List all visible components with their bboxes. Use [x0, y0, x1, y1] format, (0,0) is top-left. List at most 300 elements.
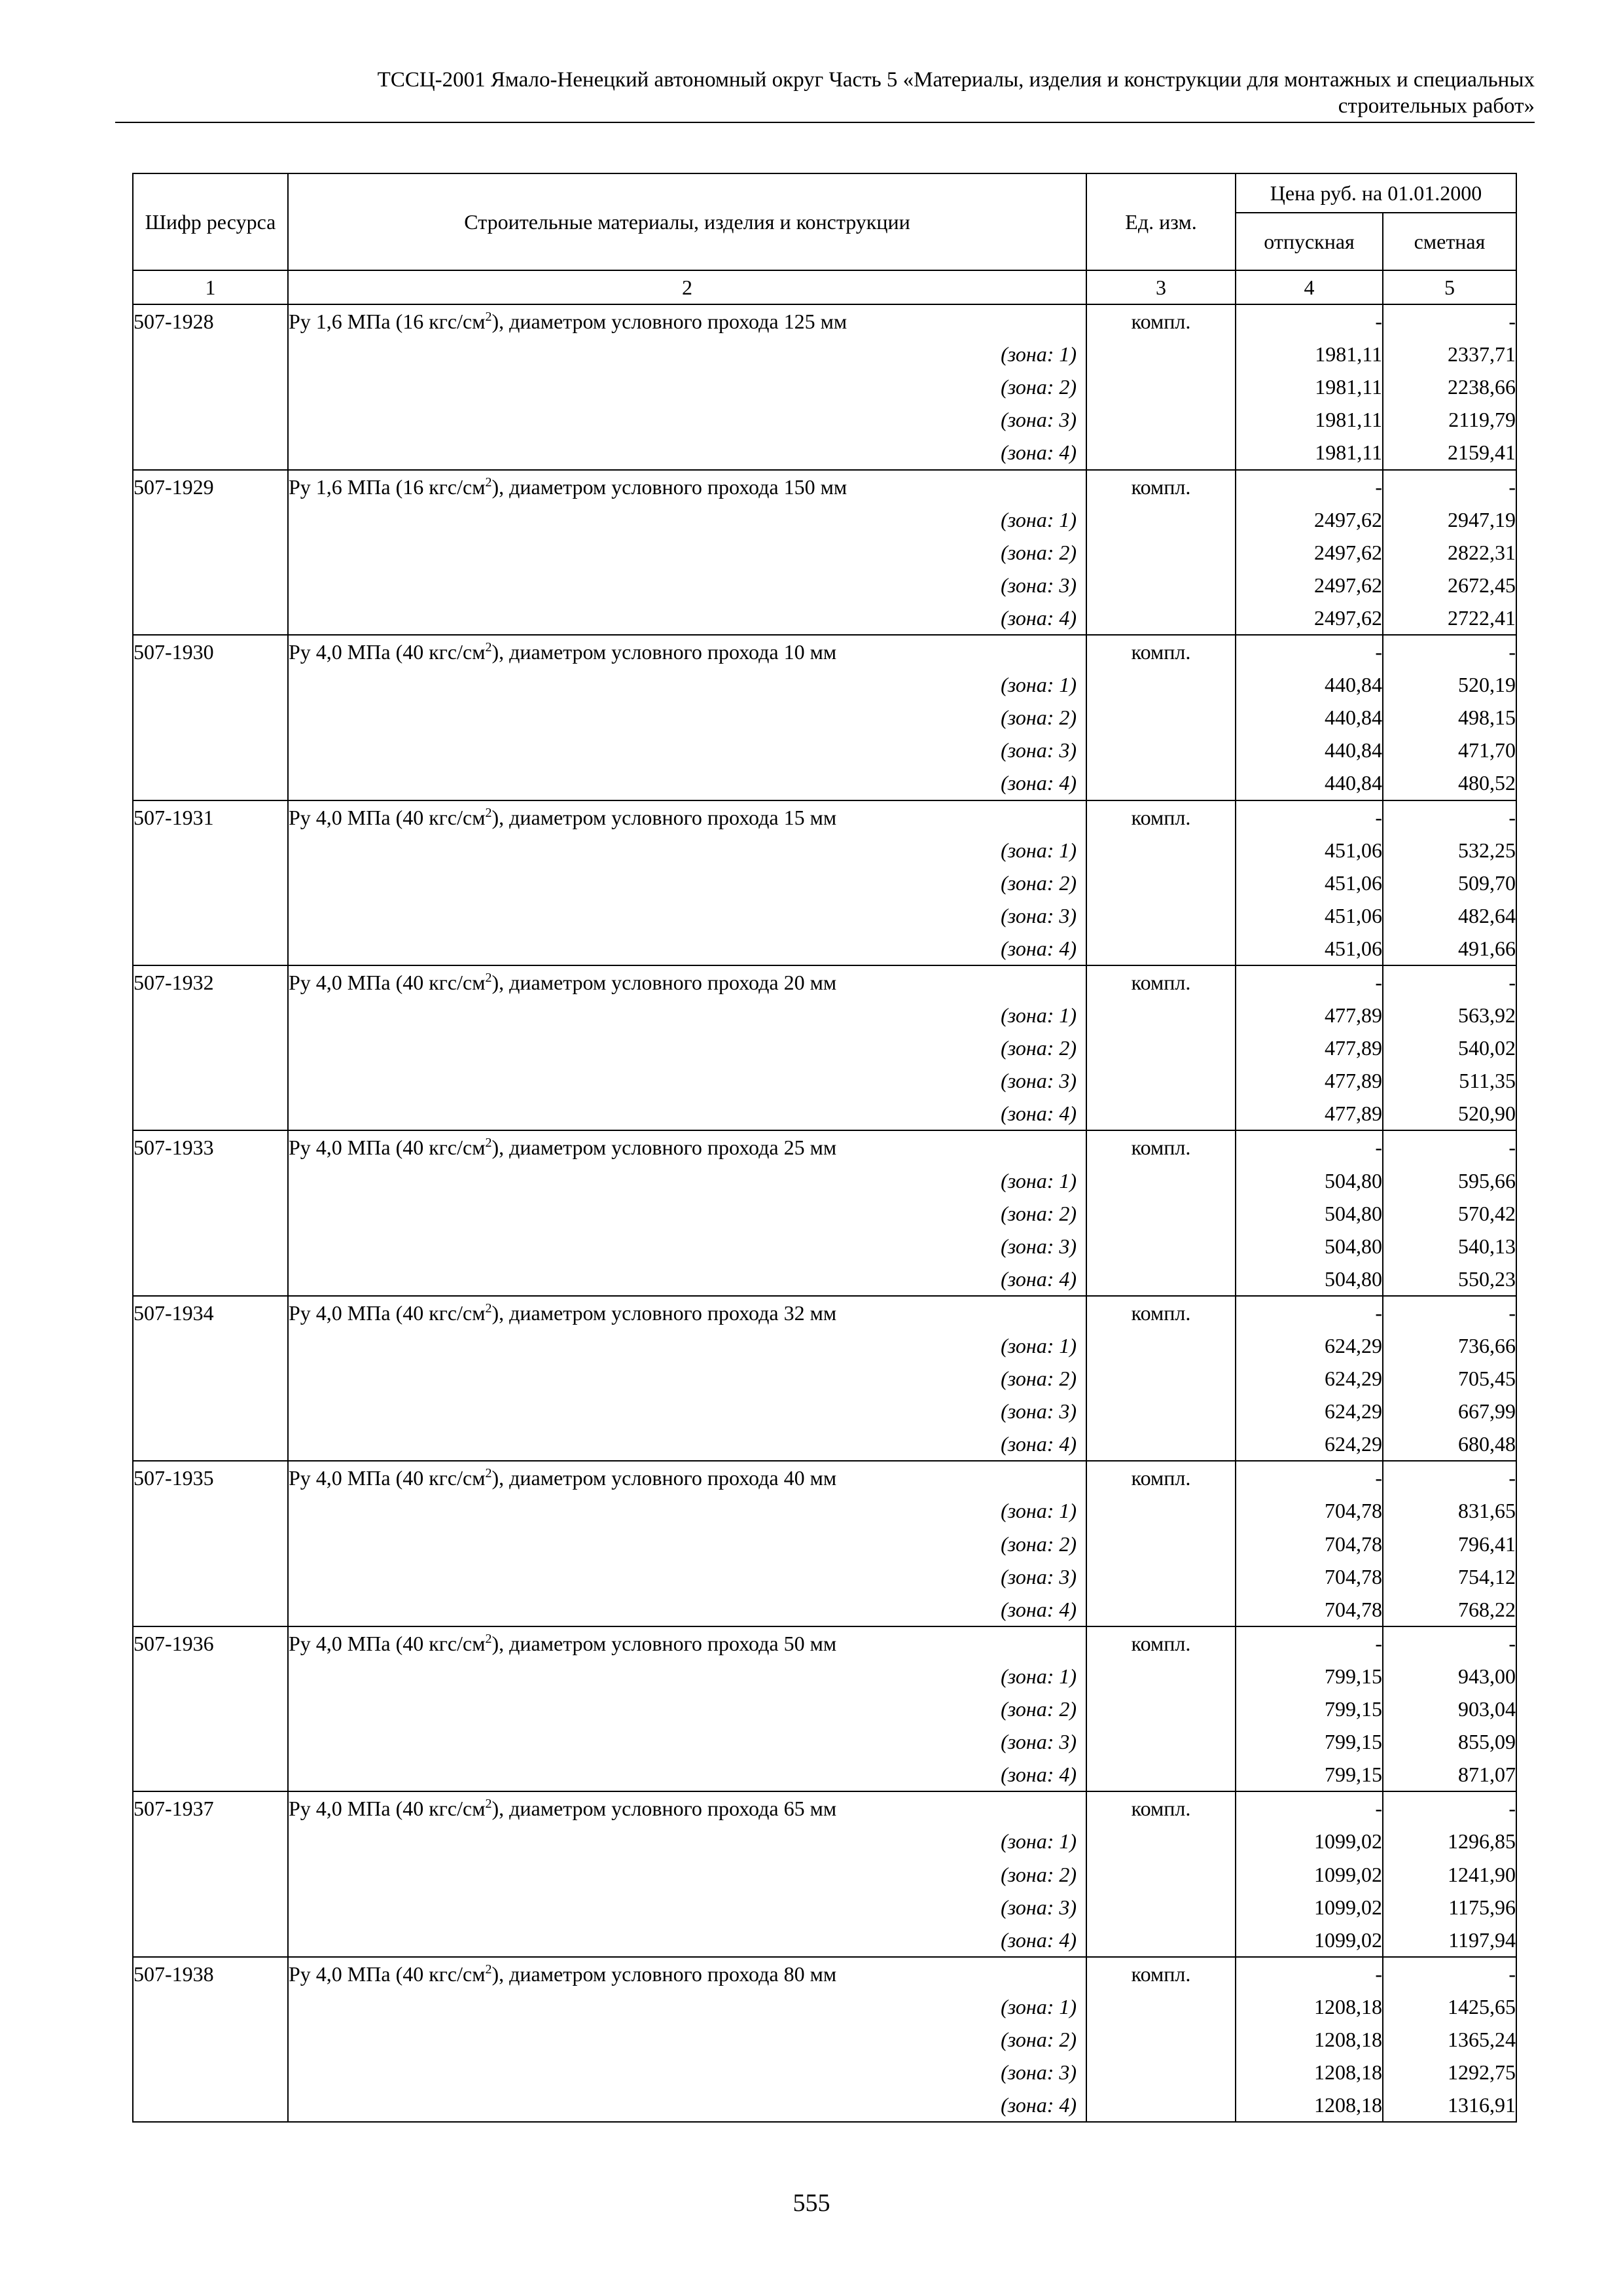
release-price: - [1236, 470, 1383, 503]
unit-of-measure: компл. [1086, 1461, 1236, 1494]
zone-label: (зона: 1) [288, 834, 1086, 867]
estimate-price: - [1383, 1296, 1516, 1329]
zone-label: (зона: 2) [288, 867, 1086, 899]
estimate-price: 2119,79 [1383, 403, 1516, 436]
header-name: Строительные материалы, изделия и конструкции [288, 173, 1086, 270]
release-price: - [1236, 304, 1383, 338]
zone-row [133, 999, 1516, 1031]
superscript: 2 [485, 1466, 492, 1481]
empty-cell [1086, 1197, 1236, 1230]
release-price: 1099,02 [1236, 1924, 1383, 1957]
estimate-price: 2238,66 [1383, 370, 1516, 403]
zone-row [133, 1990, 1516, 2023]
release-price: - [1236, 1957, 1383, 1990]
zone-label: (зона: 3) [288, 1891, 1086, 1924]
estimate-price: 855,09 [1383, 1725, 1516, 1758]
material-name-text: Ру 4,0 МПа (40 кгс/см [289, 640, 486, 664]
empty-cell [133, 1064, 288, 1097]
release-price: - [1236, 965, 1383, 999]
resource-code: 507-1936 [133, 1626, 288, 1660]
material-name-text: Ру 4,0 МПа (40 кгс/см [289, 1136, 486, 1160]
empty-cell [1086, 338, 1236, 370]
empty-cell [133, 668, 288, 701]
superscript: 2 [485, 1631, 492, 1646]
estimate-price: 736,66 [1383, 1329, 1516, 1362]
unit-of-measure: компл. [1086, 1626, 1236, 1660]
resource-code: 507-1935 [133, 1461, 288, 1494]
material-name-text: Ру 4,0 МПа (40 кгс/см [289, 805, 486, 829]
release-price: 624,29 [1236, 1427, 1383, 1461]
empty-cell [133, 1560, 288, 1593]
zone-label: (зона: 4) [288, 1427, 1086, 1461]
zone-row [133, 1097, 1516, 1130]
table-row [133, 1461, 1516, 1494]
empty-cell [1086, 1858, 1236, 1891]
empty-cell [133, 1427, 288, 1461]
material-name-text: Ру 4,0 МПа (40 кгс/см [289, 1797, 486, 1821]
column-number: 4 [1236, 270, 1383, 304]
estimate-price: 2672,45 [1383, 569, 1516, 601]
material-name-text: ), диаметром условного прохода 65 мм [491, 1797, 837, 1821]
release-price: 1981,11 [1236, 338, 1383, 370]
superscript: 2 [485, 1962, 492, 1977]
empty-cell [133, 503, 288, 536]
empty-cell [133, 1230, 288, 1263]
unit-of-measure: компл. [1086, 965, 1236, 999]
empty-cell [1086, 834, 1236, 867]
zone-label: (зона: 2) [288, 370, 1086, 403]
zone-row [133, 1725, 1516, 1758]
release-price: - [1236, 800, 1383, 834]
resource-code: 507-1928 [133, 304, 288, 338]
price-table [132, 173, 1517, 2123]
zone-label: (зона: 4) [288, 1263, 1086, 1296]
material-name-text: Ру 4,0 МПа (40 кгс/см [289, 1300, 486, 1325]
estimate-price: 563,92 [1383, 999, 1516, 1031]
empty-cell [133, 1263, 288, 1296]
release-price: 477,89 [1236, 999, 1383, 1031]
estimate-price: 1365,24 [1383, 2023, 1516, 2056]
resource-code: 507-1929 [133, 470, 288, 503]
empty-cell [1086, 1725, 1236, 1758]
release-price: 504,80 [1236, 1197, 1383, 1230]
resource-code: 507-1931 [133, 800, 288, 834]
empty-cell [1086, 1758, 1236, 1791]
column-number: 1 [133, 270, 288, 304]
release-price: 451,06 [1236, 932, 1383, 965]
material-name [288, 470, 1086, 503]
unit-of-measure: компл. [1086, 470, 1236, 503]
estimate-price: - [1383, 800, 1516, 834]
zone-label: (зона: 3) [288, 1064, 1086, 1097]
release-price: - [1236, 635, 1383, 668]
zone-row [133, 403, 1516, 436]
estimate-price: 1296,85 [1383, 1825, 1516, 1857]
material-name [288, 304, 1086, 338]
release-price: 504,80 [1236, 1164, 1383, 1197]
empty-cell [1086, 701, 1236, 734]
zone-label: (зона: 4) [288, 1593, 1086, 1626]
unit-of-measure: компл. [1086, 635, 1236, 668]
zone-row [133, 1560, 1516, 1593]
table-row [133, 304, 1516, 338]
release-price: 440,84 [1236, 701, 1383, 734]
zone-label: (зона: 4) [288, 1924, 1086, 1957]
zone-label: (зона: 2) [288, 2023, 1086, 2056]
empty-cell [133, 867, 288, 899]
empty-cell [1086, 999, 1236, 1031]
material-name [288, 965, 1086, 999]
empty-cell [1086, 2089, 1236, 2122]
zone-label: (зона: 4) [288, 766, 1086, 800]
table-body [133, 304, 1516, 2122]
zone-row [133, 1494, 1516, 1527]
material-name [288, 800, 1086, 834]
empty-cell [133, 1825, 288, 1857]
estimate-price: 1175,96 [1383, 1891, 1516, 1924]
table-row [133, 1130, 1516, 1164]
estimate-price: 520,19 [1383, 668, 1516, 701]
estimate-price: 550,23 [1383, 1263, 1516, 1296]
empty-cell [133, 1329, 288, 1362]
zone-label: (зона: 2) [288, 1031, 1086, 1064]
material-name [288, 1461, 1086, 1494]
empty-cell [133, 403, 288, 436]
empty-cell [1086, 1064, 1236, 1097]
zone-row [133, 834, 1516, 867]
empty-cell [133, 1693, 288, 1725]
material-name [288, 1791, 1086, 1825]
empty-cell [133, 370, 288, 403]
release-price: 440,84 [1236, 734, 1383, 766]
zone-row [133, 668, 1516, 701]
empty-cell [1086, 1560, 1236, 1593]
page-header [115, 67, 1535, 119]
zone-row [133, 1263, 1516, 1296]
empty-cell [1086, 1031, 1236, 1064]
release-price: 1099,02 [1236, 1858, 1383, 1891]
empty-cell [1086, 1164, 1236, 1197]
zone-row [133, 338, 1516, 370]
release-price: 799,15 [1236, 1758, 1383, 1791]
estimate-price: 511,35 [1383, 1064, 1516, 1097]
empty-cell [133, 436, 288, 469]
estimate-price: 1241,90 [1383, 1858, 1516, 1891]
zone-label: (зона: 3) [288, 403, 1086, 436]
release-price: 799,15 [1236, 1693, 1383, 1725]
zone-label: (зона: 2) [288, 1858, 1086, 1891]
table-row [133, 1626, 1516, 1660]
zone-label: (зона: 2) [288, 701, 1086, 734]
empty-cell [133, 1097, 288, 1130]
superscript: 2 [485, 1136, 492, 1151]
empty-cell [1086, 1329, 1236, 1362]
unit-of-measure: компл. [1086, 1130, 1236, 1164]
release-price: 451,06 [1236, 899, 1383, 932]
estimate-price: - [1383, 965, 1516, 999]
material-name-text: Ру 4,0 МПа (40 кгс/см [289, 1466, 486, 1490]
resource-code: 507-1938 [133, 1957, 288, 1990]
unit-of-measure: компл. [1086, 1957, 1236, 1990]
empty-cell [1086, 601, 1236, 635]
estimate-price: 540,02 [1383, 1031, 1516, 1064]
zone-row [133, 734, 1516, 766]
zone-label: (зона: 4) [288, 932, 1086, 965]
empty-cell [1086, 403, 1236, 436]
empty-cell [133, 766, 288, 800]
estimate-price: 498,15 [1383, 701, 1516, 734]
material-name-text: Ру 1,6 МПа (16 кгс/см [289, 475, 486, 499]
empty-cell [133, 1197, 288, 1230]
material-name-text: ), диаметром условного прохода 25 мм [491, 1136, 837, 1160]
zone-row [133, 536, 1516, 569]
zone-row [133, 1395, 1516, 1427]
zone-label: (зона: 2) [288, 536, 1086, 569]
unit-of-measure: компл. [1086, 304, 1236, 338]
release-price: 451,06 [1236, 834, 1383, 867]
release-price: 624,29 [1236, 1362, 1383, 1395]
zone-row [133, 1230, 1516, 1263]
estimate-price: 831,65 [1383, 1494, 1516, 1527]
release-price: 1981,11 [1236, 403, 1383, 436]
material-name [288, 1130, 1086, 1164]
estimate-price: 754,12 [1383, 1560, 1516, 1593]
zone-row [133, 1362, 1516, 1395]
material-name-text: ), диаметром условного прохода 32 мм [491, 1300, 837, 1325]
empty-cell [1086, 766, 1236, 800]
empty-cell [1086, 503, 1236, 536]
empty-cell [133, 601, 288, 635]
empty-cell [133, 1494, 288, 1527]
material-name-text: ), диаметром условного прохода 125 мм [491, 310, 847, 334]
zone-row [133, 1924, 1516, 1957]
empty-cell [133, 1164, 288, 1197]
superscript: 2 [485, 640, 492, 655]
zone-label: (зона: 3) [288, 1560, 1086, 1593]
zone-row [133, 370, 1516, 403]
estimate-price: 680,48 [1383, 1427, 1516, 1461]
release-price: 799,15 [1236, 1660, 1383, 1693]
resource-code: 507-1930 [133, 635, 288, 668]
zone-label: (зона: 2) [288, 1362, 1086, 1395]
empty-cell [1086, 436, 1236, 469]
release-price: 1208,18 [1236, 2023, 1383, 2056]
empty-cell [133, 734, 288, 766]
resource-code: 507-1933 [133, 1130, 288, 1164]
material-name-text: Ру 4,0 МПа (40 кгс/см [289, 970, 486, 994]
resource-code: 507-1934 [133, 1296, 288, 1329]
estimate-price: 2722,41 [1383, 601, 1516, 635]
column-number: 5 [1383, 270, 1516, 304]
estimate-price: 1197,94 [1383, 1924, 1516, 1957]
estimate-price: - [1383, 1130, 1516, 1164]
estimate-price: - [1383, 1957, 1516, 1990]
zone-row [133, 436, 1516, 469]
empty-cell [133, 1990, 288, 2023]
zone-row [133, 1329, 1516, 1362]
zone-label: (зона: 1) [288, 1329, 1086, 1362]
estimate-price: 480,52 [1383, 766, 1516, 800]
estimate-price: - [1383, 1791, 1516, 1825]
empty-cell [1086, 734, 1236, 766]
release-price: 2497,62 [1236, 569, 1383, 601]
estimate-price: 1292,75 [1383, 2056, 1516, 2089]
empty-cell [133, 1758, 288, 1791]
header-price-group: Цена руб. на 01.01.2000 [1236, 173, 1516, 213]
empty-cell [133, 2056, 288, 2089]
estimate-price: 570,42 [1383, 1197, 1516, 1230]
zone-row [133, 932, 1516, 965]
estimate-price: 509,70 [1383, 867, 1516, 899]
release-price: 477,89 [1236, 1064, 1383, 1097]
empty-cell [1086, 2023, 1236, 2056]
empty-cell [133, 1031, 288, 1064]
zone-row [133, 2089, 1516, 2122]
zone-label: (зона: 3) [288, 1230, 1086, 1263]
release-price: - [1236, 1791, 1383, 1825]
zone-row [133, 1528, 1516, 1560]
zone-label: (зона: 2) [288, 1693, 1086, 1725]
estimate-price: 871,07 [1383, 1758, 1516, 1791]
zone-label: (зона: 3) [288, 899, 1086, 932]
material-name-text: Ру 4,0 МПа (40 кгс/см [289, 1631, 486, 1655]
empty-cell [1086, 867, 1236, 899]
release-price: - [1236, 1296, 1383, 1329]
empty-cell [1086, 1825, 1236, 1857]
empty-cell [1086, 1263, 1236, 1296]
superscript: 2 [485, 1797, 492, 1812]
unit-of-measure: компл. [1086, 1296, 1236, 1329]
empty-cell [1086, 1230, 1236, 1263]
release-price: 704,78 [1236, 1528, 1383, 1560]
zone-label: (зона: 1) [288, 503, 1086, 536]
table-row [133, 1296, 1516, 1329]
empty-cell [1086, 668, 1236, 701]
column-number: 2 [288, 270, 1086, 304]
empty-cell [133, 1725, 288, 1758]
release-price: 704,78 [1236, 1494, 1383, 1527]
zone-row [133, 701, 1516, 734]
estimate-price: 1425,65 [1383, 1990, 1516, 2023]
material-name [288, 1296, 1086, 1329]
resource-code: 507-1937 [133, 1791, 288, 1825]
zone-label: (зона: 3) [288, 734, 1086, 766]
estimate-price: 2337,71 [1383, 338, 1516, 370]
zone-row [133, 1197, 1516, 1230]
zone-row [133, 1891, 1516, 1924]
release-price: 2497,62 [1236, 536, 1383, 569]
release-price: - [1236, 1130, 1383, 1164]
empty-cell [1086, 536, 1236, 569]
empty-cell [1086, 932, 1236, 965]
empty-cell [133, 701, 288, 734]
zone-row [133, 569, 1516, 601]
header-line-2: строительных работ» [1338, 94, 1535, 118]
page-number: 555 [793, 2189, 830, 2217]
header-estimate-price: сметная [1383, 213, 1516, 270]
material-name-text: Ру 4,0 МПа (40 кгс/см [289, 1962, 486, 1986]
superscript: 2 [485, 1300, 492, 1316]
estimate-price: 520,90 [1383, 1097, 1516, 1130]
empty-cell [133, 1858, 288, 1891]
table-row [133, 635, 1516, 668]
estimate-price: - [1383, 304, 1516, 338]
zone-row [133, 2056, 1516, 2089]
empty-cell [1086, 1660, 1236, 1693]
header-unit: Ед. изм. [1086, 173, 1236, 270]
release-price: 624,29 [1236, 1395, 1383, 1427]
superscript: 2 [485, 475, 492, 490]
empty-cell [133, 1891, 288, 1924]
unit-of-measure: компл. [1086, 800, 1236, 834]
resource-code: 507-1932 [133, 965, 288, 999]
estimate-price: 943,00 [1383, 1660, 1516, 1693]
estimate-price: 595,66 [1383, 1164, 1516, 1197]
release-price: 504,80 [1236, 1263, 1383, 1296]
zone-label: (зона: 4) [288, 2089, 1086, 2122]
empty-cell [133, 2023, 288, 2056]
zone-label: (зона: 4) [288, 436, 1086, 469]
zone-label: (зона: 1) [288, 668, 1086, 701]
release-price: 799,15 [1236, 1725, 1383, 1758]
estimate-price: 705,45 [1383, 1362, 1516, 1395]
superscript: 2 [485, 310, 492, 325]
zone-row [133, 1693, 1516, 1725]
zone-row [133, 1660, 1516, 1693]
estimate-price: 1316,91 [1383, 2089, 1516, 2122]
material-name-text: ), диаметром условного прохода 150 мм [491, 475, 847, 499]
release-price: 1981,11 [1236, 436, 1383, 469]
empty-cell [133, 1528, 288, 1560]
release-price: 2497,62 [1236, 601, 1383, 635]
empty-cell [1086, 1528, 1236, 1560]
header-code: Шифр ресурса [133, 173, 288, 270]
estimate-price: - [1383, 1461, 1516, 1494]
zone-row [133, 867, 1516, 899]
release-price: 704,78 [1236, 1560, 1383, 1593]
zone-label: (зона: 4) [288, 1097, 1086, 1130]
empty-cell [133, 1395, 288, 1427]
empty-cell [1086, 569, 1236, 601]
zone-label: (зона: 3) [288, 1725, 1086, 1758]
table-row [133, 965, 1516, 999]
zone-label: (зона: 2) [288, 1528, 1086, 1560]
material-name-text: ), диаметром условного прохода 40 мм [491, 1466, 837, 1490]
unit-of-measure: компл. [1086, 1791, 1236, 1825]
zone-label: (зона: 3) [288, 1395, 1086, 1427]
zone-label: (зона: 2) [288, 1197, 1086, 1230]
estimate-price: 796,41 [1383, 1528, 1516, 1560]
zone-label: (зона: 1) [288, 1825, 1086, 1857]
empty-cell [1086, 899, 1236, 932]
superscript: 2 [485, 970, 492, 985]
column-numbers-row [133, 270, 1516, 304]
estimate-price: 903,04 [1383, 1693, 1516, 1725]
empty-cell [133, 1362, 288, 1395]
estimate-price: 471,70 [1383, 734, 1516, 766]
zone-label: (зона: 1) [288, 999, 1086, 1031]
estimate-price: 2947,19 [1383, 503, 1516, 536]
zone-label: (зона: 1) [288, 1164, 1086, 1197]
release-price: 704,78 [1236, 1593, 1383, 1626]
header-line-1: ТССЦ-2001 Ямало-Ненецкий автономный округ Часть 5 «Материалы, изделия и конструкции для монтажных и специальных [377, 68, 1535, 92]
empty-cell [1086, 370, 1236, 403]
zone-label: (зона: 1) [288, 1494, 1086, 1527]
release-price: 624,29 [1236, 1329, 1383, 1362]
material-name-text: Ру 1,6 МПа (16 кгс/см [289, 310, 486, 334]
empty-cell [133, 999, 288, 1031]
release-price: 504,80 [1236, 1230, 1383, 1263]
